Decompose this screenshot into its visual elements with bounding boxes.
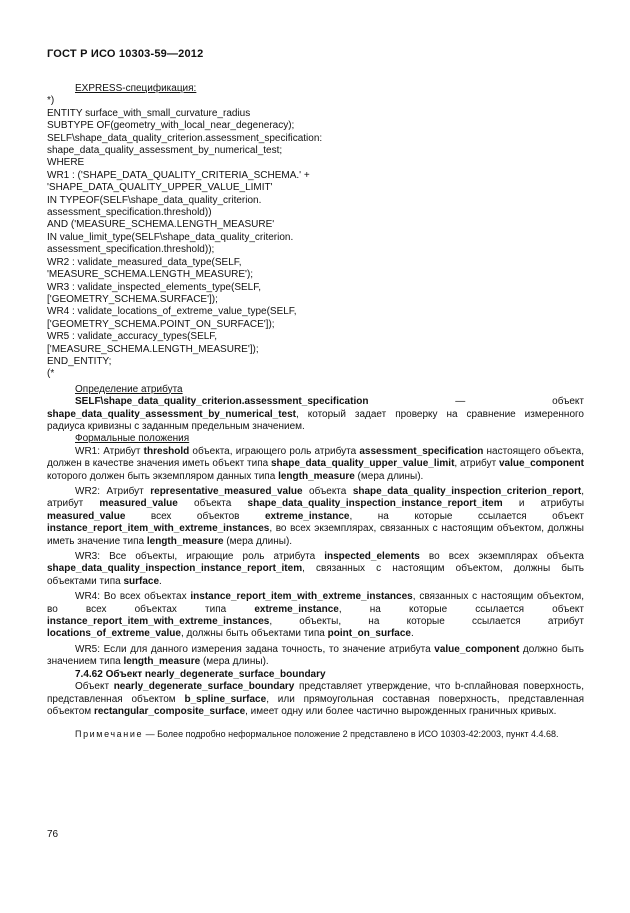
term: measured_value (99, 498, 178, 510)
page-number: 76 (47, 829, 59, 840)
code-line: END_ENTITY; (47, 355, 112, 367)
term: shape_data_quality_assessment_by_numerical_test (47, 408, 297, 420)
text-run: , на которые ссылается объект (338, 603, 584, 615)
text-run: настоящего объекта, должен в качестве значения иметь объект типа (47, 445, 584, 470)
express-code-block (47, 95, 584, 380)
express-title-row (47, 83, 584, 95)
code-line: WR2 : validate_measured_data_type(SELF, (47, 256, 242, 268)
attribute-definition-paragraph (47, 396, 584, 433)
page-header: ГОСТ Р ИСО 10303-59—2012 (47, 48, 204, 60)
text-run: WR2: Атрибут (75, 486, 151, 497)
term: extreme_instance (264, 510, 350, 522)
code-line: assessment_specification.threshold)) (47, 207, 212, 219)
code-line: ['GEOMETRY_SCHEMA.SURFACE']); (47, 293, 218, 305)
code-line: ['GEOMETRY_SCHEMA.POINT_ON_SURFACE']); (47, 318, 275, 330)
wr4-paragraph (47, 591, 584, 641)
term: instance_report_item_with_extreme_instances (47, 616, 270, 628)
code-line: IN TYPEOF(SELF\shape_data_quality_criterion. (47, 194, 262, 206)
text-run: . (411, 628, 414, 640)
text-run: (мера длины). (200, 656, 269, 668)
term: length_measure (123, 656, 201, 668)
text-run: , во всех экземплярах, связанных с настоящим объектом, должны иметь значение типа (47, 523, 584, 547)
text-run: , объекты, на которые ссылается атрибут (269, 616, 584, 628)
text-run: представляет утверждение, что b-сплайновая поверхность, представленная объектом (47, 681, 584, 705)
term: shape_data_quality_inspection_criterion_report (352, 486, 582, 497)
wr2-paragraph (47, 486, 584, 548)
term: rectangular_composite_surface (93, 705, 246, 717)
note-label: Примечание (75, 729, 144, 740)
term: shape_data_quality_upper_value_limit (271, 458, 455, 470)
term: extreme_instance (254, 603, 339, 615)
section-heading: 7.4.62 Объект nearly_degenerate_surface_boundary (75, 668, 326, 680)
wr5-paragraph (47, 644, 584, 669)
term: locations_of_extreme_value (47, 628, 181, 640)
code-line: shape_data_quality_assessment_by_numerical_test; (47, 145, 283, 157)
term: value_component (434, 643, 520, 655)
code-line: AND ('MEASURE_SCHEMA.LENGTH_MEASURE' (47, 219, 275, 231)
document-body (47, 83, 584, 740)
term: instance_report_item_with_extreme_instances (190, 591, 413, 603)
note-text: — Более подробно неформальное положение 2 представлено в ИСО 10303-42:2003, пункт 4.4.68. (143, 729, 559, 740)
term: threshold (143, 445, 190, 457)
code-line: SUBTYPE OF(geometry_with_local_near_degeneracy); (47, 120, 295, 132)
wr1-paragraph (47, 446, 584, 483)
code-line: (* (47, 368, 55, 380)
attribute-definition-title: Определение атрибута (75, 383, 183, 395)
code-line: ENTITY surface_with_small_curvature_radius (47, 107, 251, 119)
text-run: . (159, 575, 162, 587)
formal-title-row (47, 433, 584, 445)
text-run: , или прямоугольная составная поверхность, представленная объектом (47, 693, 584, 717)
term: nearly_degenerate_surface_boundary (113, 681, 295, 693)
term: length_measure (278, 470, 355, 482)
code-line: WR1 : ('SHAPE_DATA_QUALITY_CRITERIA_SCHEMA.' + (47, 169, 310, 181)
text-run: и атрибуты (502, 498, 585, 510)
text-run: объекта, играющего роль атрибута (189, 445, 360, 457)
code-line: WR5 : validate_accuracy_types(SELF, (47, 331, 218, 343)
text-run: WR4: Во всех объектах (75, 591, 191, 603)
code-line: ['MEASURE_SCHEMA.LENGTH_MEASURE']); (47, 343, 259, 355)
text-run: , связанных с настоящим объектом, должны быть объектами типа (47, 563, 584, 587)
term: inspected_elements (324, 551, 420, 563)
term: value_component (498, 458, 584, 470)
term: assessment_specification (359, 445, 484, 457)
text-run: (мера длины). (354, 470, 424, 482)
code-line: 'MEASURE_SCHEMA.LENGTH_MEASURE'); (47, 269, 254, 281)
text-run: всех объектов (125, 510, 265, 522)
code-line: *) (47, 95, 55, 107)
section-paragraph (47, 681, 584, 718)
text-run: Объект (75, 681, 114, 693)
code-line: IN value_limit_type(SELF\shape_data_quality_criterion. (47, 231, 294, 243)
text-run: WR3: Все объекты, играющие роль атрибута (75, 551, 325, 563)
text-run: , атрибут (47, 486, 585, 510)
term: point_on_surface (327, 628, 411, 640)
term: surface (123, 575, 160, 587)
text-run: WR1: Атрибут (75, 445, 144, 457)
text-run: во всех экземплярах объекта (419, 551, 584, 563)
attr-def-title-row (47, 384, 584, 396)
wr3-paragraph (47, 551, 584, 588)
text-run: (мера длины). (223, 535, 293, 547)
note-paragraph (47, 728, 584, 740)
text-run: , атрибут (454, 458, 499, 470)
text-run: — объект (368, 396, 584, 408)
text-run: WR5: Если для данного измерения задана точность, то значение атрибута (75, 643, 435, 655)
code-line: assessment_specification.threshold)); (47, 244, 215, 256)
term: length_measure (146, 535, 224, 547)
term: representative_measured_value (150, 486, 303, 497)
code-line: 'SHAPE_DATA_QUALITY_UPPER_VALUE_LIMIT' (47, 182, 273, 194)
text-run: должно быть значением типа (47, 643, 585, 668)
code-line: WR3 : validate_inspected_elements_type(SELF, (47, 281, 262, 293)
formal-propositions-title: Формальные положения (75, 433, 190, 445)
text-run: , связанных с настоящим объектом, во всех объектах типа (47, 591, 585, 615)
express-spec-title: EXPRESS-спецификация: (75, 83, 197, 94)
text-run: , на которые ссылается объект (349, 510, 584, 522)
code-line: SELF\shape_data_quality_criterion.assessment_specification: (47, 132, 323, 144)
term: shape_data_quality_inspection_instance_report_item (247, 498, 503, 510)
text-run: , который задает проверку на сравнение измеренного радиуса кривизны с заданным предельным значением. (47, 408, 584, 432)
term: instance_report_item_with_extreme_instances (47, 523, 270, 535)
text-run: объекта (302, 486, 353, 497)
term: b_spline_surface (184, 693, 267, 705)
text-run: , имеет одну или более частично вырожденных граничных кривых. (245, 705, 557, 717)
code-line: WHERE (47, 157, 85, 169)
code-line: WR4 : validate_locations_of_extreme_value_type(SELF, (47, 306, 297, 318)
term: measured_value (47, 510, 126, 522)
term: SELF\shape_data_quality_criterion.assessment_specification (75, 396, 369, 408)
term: shape_data_quality_inspection_instance_report_item (47, 563, 303, 575)
text-run: объекта (177, 498, 248, 510)
text-run: , должны быть объектами типа (180, 628, 328, 640)
text-run: которого должен быть экземпляром данных типа (47, 470, 279, 482)
